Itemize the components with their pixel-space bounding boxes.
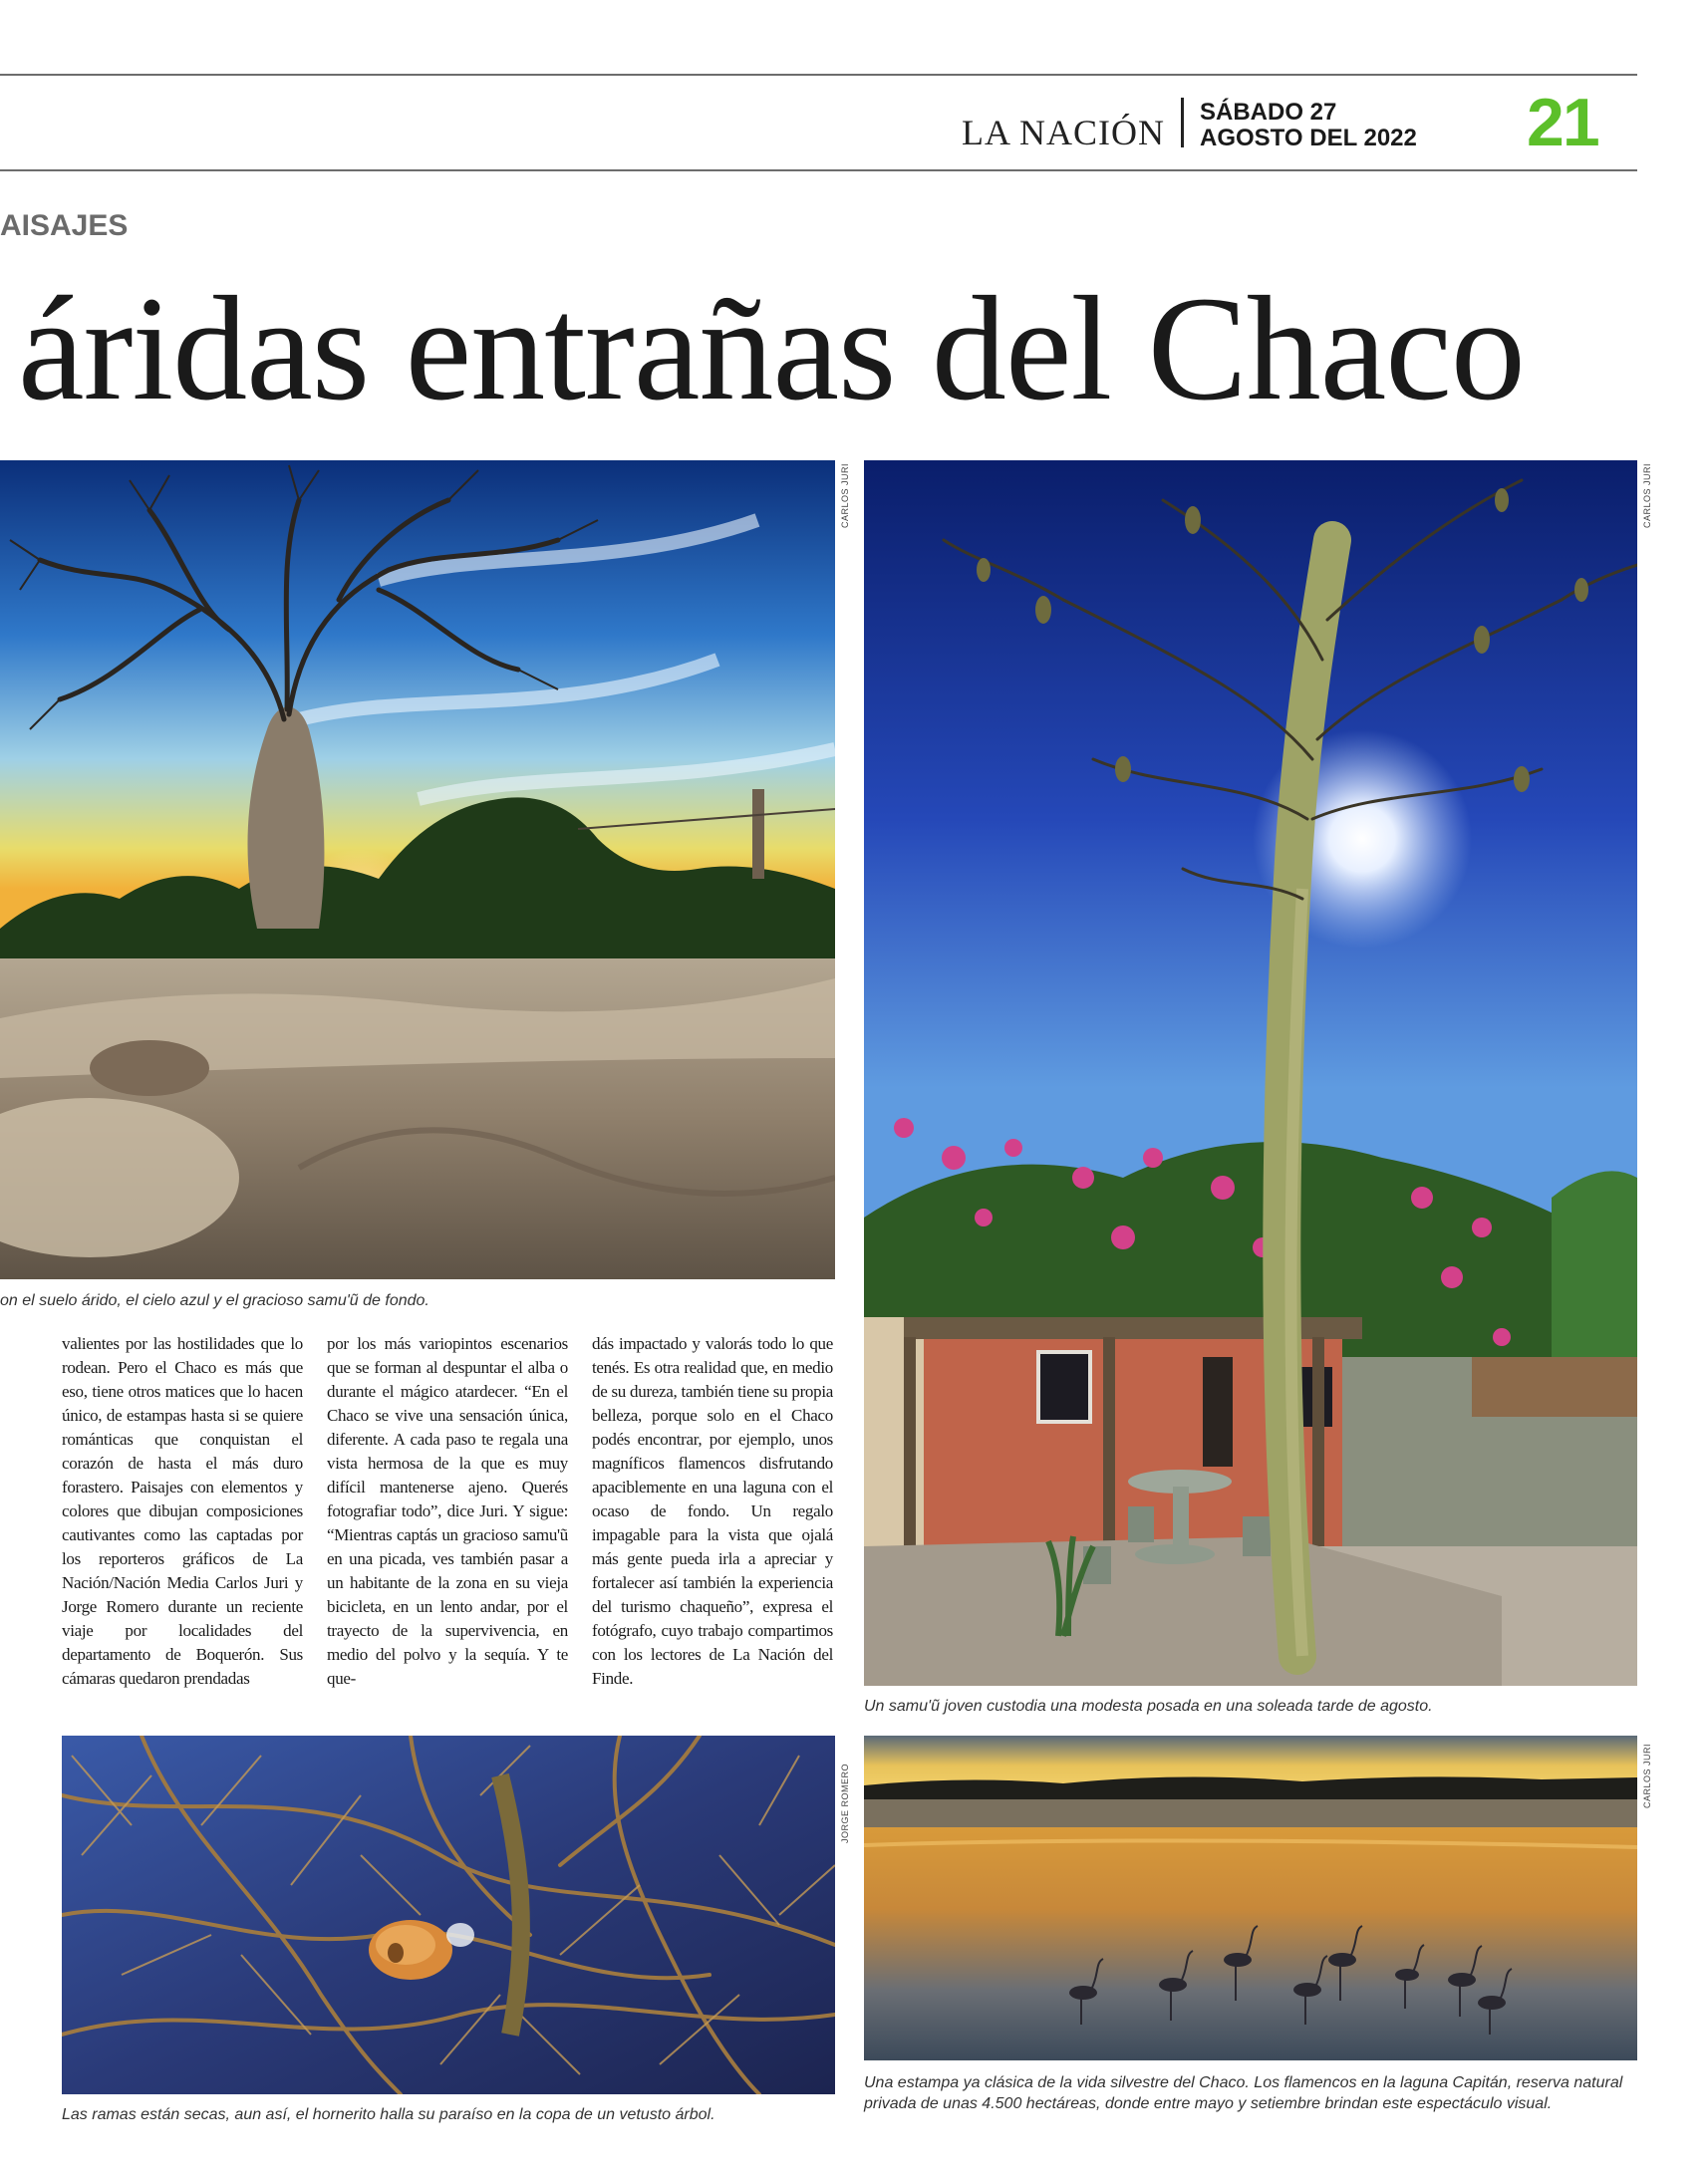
page-number: 21 bbox=[1527, 85, 1598, 160]
body-text-col1: valientes por las hostilidades que lo rodean. Pero el Chaco es más que eso, tiene otros matices que lo hacen único, de estampas hasta si se quiere románticas que conquistan el corazón de hasta el más duro forastero. Paisajes con elementos y colores que dibujan composiciones cautivantes como las captadas por los reporteros gráficos de La Nación/Nación Media Carlos Juri y Jorge Romero durante un reciente viaje por localidades del departamento de Boquerón. Sus cámaras quedaron prendadas bbox=[62, 1334, 303, 1688]
body-column-2 bbox=[327, 1332, 568, 1691]
caption-bottom-right: Una estampa ya clásica de la vida silvestre del Chaco. Los flamencos en la laguna Capitán, reserva natural privada de unas 4.500 hectáreas, donde entre mayo y setiembre brindan este espectáculo visual. bbox=[864, 2074, 1623, 2112]
caption-top-right: Un samu'ũ joven custodia una modesta posada en una soleada tarde de agosto. bbox=[864, 1698, 1433, 1715]
photo-samuu-sunrise-image bbox=[0, 460, 835, 1279]
photo-credit-bottom-left: JORGE ROMERO bbox=[840, 1763, 850, 1843]
body-column-1 bbox=[62, 1332, 303, 1691]
caption-top-left: on el suelo árido, el cielo azul y el gracioso samu'ũ de fondo. bbox=[0, 1292, 429, 1309]
header-bottom-rule bbox=[0, 169, 1637, 171]
photo-flamingos-laguna-image bbox=[864, 1736, 1637, 2060]
headline: áridas entrañas del Chaco bbox=[18, 266, 1525, 431]
photo-samuu-sunrise bbox=[0, 460, 835, 1279]
body-column-3 bbox=[592, 1332, 833, 1691]
body-text-col3: dás impactado y valorás todo lo que tenés. Es otra realidad que, en medio de su dureza, también tiene su propia belleza, porque solo en el Chaco podés encontrar, por ejemplo, unos magníficos flamencos disfrutando apaciblemente en una laguna con el ocaso de fondo. Un regalo impagable para la vista que ojalá más gente pueda irla a apreciar y fortalecer así también la experiencia del turismo chaqueño”, expresa el fotógrafo, cuyo trabajo compartimos con los lectores de La Nación del Finde. bbox=[592, 1334, 833, 1688]
photo-samuu-posada-image bbox=[864, 460, 1637, 1686]
date-block bbox=[1200, 100, 1417, 151]
publication-name: LA NACIÓN bbox=[962, 113, 1165, 152]
photo-hornerito-nest bbox=[62, 1736, 835, 2094]
header-separator bbox=[1181, 98, 1184, 147]
caption-bottom-left: Las ramas están secas, aun así, el hornerito halla su paraíso en la copa de un vetusto árbol. bbox=[62, 2106, 715, 2123]
photo-credit-top-right: CARLOS JURI bbox=[1642, 462, 1652, 528]
photo-credit-top-left: CARLOS JURI bbox=[840, 462, 850, 528]
photo-flamingos-laguna bbox=[864, 1736, 1637, 2060]
header-top-rule bbox=[0, 74, 1637, 76]
body-text-col2: por los más variopintos escenarios que se forman al despuntar el alba o durante el mágico atardecer. “En el Chaco se vive una sensación única, diferente. A cada paso te regala una vista hermosa de la que es muy difícil mantenerse ajeno. Querés fotografiar todo”, dice Juri. Y sigue: “Mientras captás un gracioso samu'ũ en una picada, ves también pasar a un habitante de la zona en su vieja bicicleta, en un lento andar, por el trayecto de la supervivencia, en medio del polvo y la sequía. Y te que- bbox=[327, 1334, 568, 1688]
photo-hornerito-nest-image bbox=[62, 1736, 835, 2094]
photo-credit-bottom-right: CARLOS JURI bbox=[1642, 1743, 1652, 1808]
date-line-1: SÁBADO 27 bbox=[1200, 99, 1337, 126]
section-label: AISAJES bbox=[0, 209, 129, 242]
photo-samuu-posada bbox=[864, 460, 1637, 1686]
date-line-2: AGOSTO DEL 2022 bbox=[1200, 125, 1417, 151]
